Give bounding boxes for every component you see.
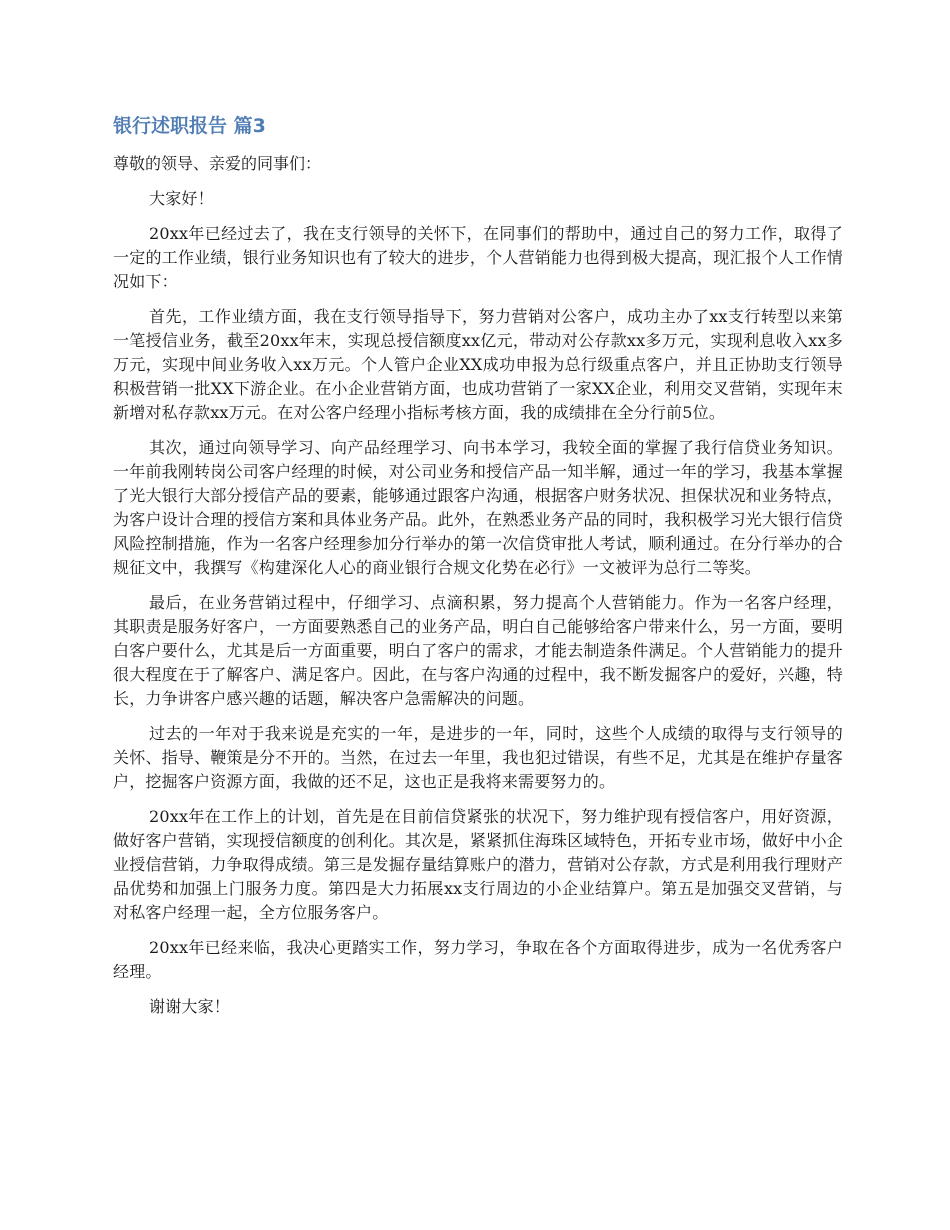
salutation: 尊敬的领导、亲爱的同事们： (113, 154, 322, 173)
paragraph-learning: 其次，通过向领导学习、向产品经理学习、向书本学习，我较全面的掌握了我行信贷业务知识。一年前我刚转岗公司客户经理的时候，对公司业务和授信产品一知半解，通过一年的学习，我基本掌握了光大银行大部分授信产品的要素，能够通过跟客户沟通，根据客户财务状况、担保状况和业务特点，为客户设计合理的授信方案和具体业务产品。此外，在熟悉业务产品的同时，我积极学习光大银行信贷风险控制措施，作为一名客户经理参加分行举办的第一次信贷审批人考试，顺利通过。在分行举办的合规征文中，我撰写《构建深化人心的商业银行合规文化势在必行》一文被评为总行二等奖。 (113, 438, 843, 577)
paragraph-reflection: 过去的一年对于我来说是充实的一年，是进步的一年，同时，这些个人成绩的取得与支行领导的关怀、指导、鞭策是分不开的。当然，在过去一年里，我也犯过错误，有些不足，尤其是在维护存量客户，挖掘客户资源方面，我做的还不足，这也正是我将来需要努力的。 (113, 724, 843, 791)
paragraph-intro: 20xx年已经过去了，我在支行领导的关怀下，在同事们的帮助中，通过自己的努力工作，取得了一定的工作业绩，银行业务知识也有了较大的进步，个人营销能力也得到极大提高，现汇报个人工作情况如下： (113, 224, 843, 291)
paragraph-performance: 首先，工作业绩方面，我在支行领导指导下，努力营销对公客户，成功主办了xx支行转型以来第一笔授信业务，截至20xx年末，实现总授信额度xx亿元，带动对公存款xx多万元，实现利息收入xx多万元，实现中间业务收入xx万元。个人管户企业XX成功申报为总行级重点客户，并且正协助支行领导积极营销一批XX下游企业。在小企业营销方面，也成功营销了一家XX企业，利用交叉营销，实现年末新增对私存款xx万元。在对公客户经理小指标考核方面，我的成绩排在全分行前5位。 (113, 307, 843, 422)
document-title: 银行述职报告 篇3 (113, 115, 266, 137)
paragraph-resolution: 20xx年已经来临，我决心更踏实工作，努力学习，争取在各个方面取得进步，成为一名优秀客户经理。 (113, 938, 843, 981)
document-body (113, 112, 843, 1030)
paragraph-greeting: 大家好！ (149, 189, 214, 208)
paragraph-plan: 20xx年在工作上的计划，首先是在目前信贷紧张的状况下，努力维护现有授信客户，用好资源，做好客户营销，实现授信额度的创利化。其次是，紧紧抓住海珠区域特色，开拓专业市场，做好中小企业授信营销，力争取得成绩。第三是发掘存量结算账户的潜力，营销对公存款，方式是利用我行理财产品优势和加强上门服务力度。第四是大力拓展xx支行周边的小企业结算户。第五是加强交叉营销，与对私客户经理一起，全方位服务客户。 (113, 807, 843, 922)
paragraph-thanks: 谢谢大家！ (149, 997, 231, 1016)
paragraph-marketing: 最后，在业务营销过程中，仔细学习、点滴积累，努力提高个人营销能力。作为一名客户经理，其职责是服务好客户，一方面要熟悉自己的业务产品，明白自己能够给客户带来什么，另一方面，要明白客户要什么，尤其是后一方面重要，明白了客户的需求，才能去制造条件满足。个人营销能力的提升很大程度在于了解客户、满足客户。因此，在与客户沟通的过程中，我不断发掘客户的爱好，兴趣，特长，力争讲客户感兴趣的话题，解决客户急需解决的问题。 (113, 593, 843, 708)
